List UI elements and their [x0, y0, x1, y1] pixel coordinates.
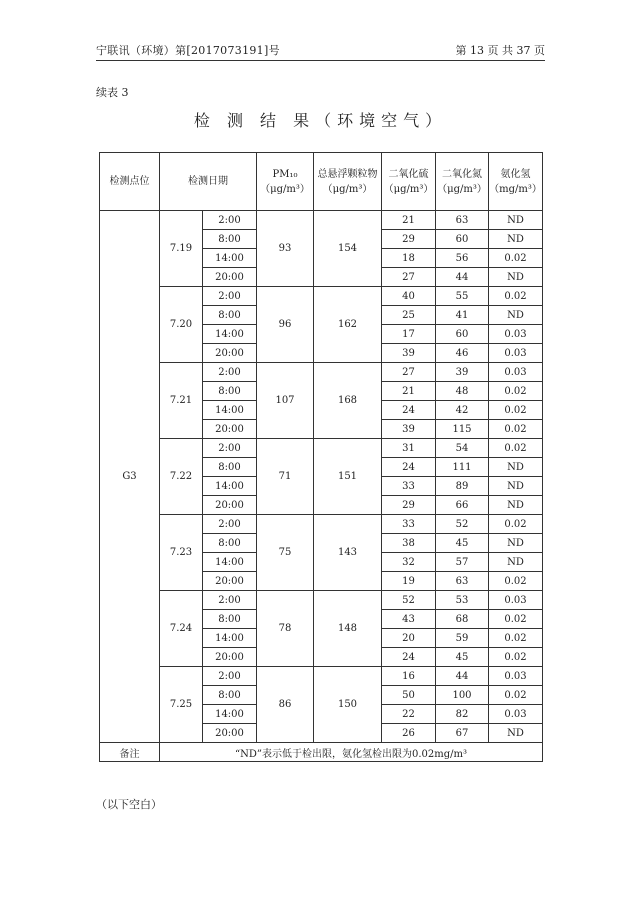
no2-cell: 48 [436, 382, 489, 401]
nh3-cell: 0.02 [489, 382, 543, 401]
no2-cell: 59 [436, 629, 489, 648]
results-body [100, 211, 543, 743]
so2-cell: 21 [382, 382, 436, 401]
nh3-cell: ND [489, 458, 543, 477]
note-label: 备注 [100, 743, 160, 762]
page-title: 检 测 结 果（环境空气） [193, 111, 448, 130]
pm-cell: 86 [257, 667, 314, 743]
pm-cell: 71 [257, 439, 314, 515]
time-cell: 20:00 [203, 268, 257, 287]
so2-cell: 27 [382, 268, 436, 287]
time-cell: 14:00 [203, 325, 257, 344]
time-cell: 8:00 [203, 686, 257, 705]
time-cell: 8:00 [203, 230, 257, 249]
no2-cell: 45 [436, 648, 489, 667]
so2-cell: 18 [382, 249, 436, 268]
time-cell: 2:00 [203, 667, 257, 686]
time-cell: 2:00 [203, 287, 257, 306]
nh3-cell: ND [489, 477, 543, 496]
time-cell: 2:00 [203, 515, 257, 534]
so2-cell: 39 [382, 420, 436, 439]
tsp-cell: 154 [314, 211, 382, 287]
so2-cell: 17 [382, 325, 436, 344]
col-header-point: 检测点位 [100, 153, 160, 211]
so2-cell: 32 [382, 553, 436, 572]
nh3-cell: 0.02 [489, 439, 543, 458]
no2-cell: 63 [436, 211, 489, 230]
nh3-cell: 0.02 [489, 629, 543, 648]
time-cell: 14:00 [203, 629, 257, 648]
nh3-cell: 0.02 [489, 287, 543, 306]
so2-cell: 24 [382, 648, 436, 667]
nh3-cell: 0.02 [489, 610, 543, 629]
no2-cell: 52 [436, 515, 489, 534]
time-cell: 14:00 [203, 249, 257, 268]
so2-cell: 21 [382, 211, 436, 230]
so2-cell: 27 [382, 363, 436, 382]
time-cell: 14:00 [203, 477, 257, 496]
nh3-cell: 0.02 [489, 249, 543, 268]
so2-cell: 40 [382, 287, 436, 306]
no2-cell: 89 [436, 477, 489, 496]
so2-cell: 20 [382, 629, 436, 648]
nh3-cell: ND [489, 724, 543, 743]
tsp-cell: 150 [314, 667, 382, 743]
no2-cell: 39 [436, 363, 489, 382]
so2-cell: 38 [382, 534, 436, 553]
nh3-cell: 0.03 [489, 344, 543, 363]
tsp-cell: 148 [314, 591, 382, 667]
page-indicator: 第 13 页 共 37 页 [455, 44, 545, 57]
time-cell: 20:00 [203, 572, 257, 591]
no2-cell: 111 [436, 458, 489, 477]
tsp-cell: 151 [314, 439, 382, 515]
nh3-cell: 0.03 [489, 325, 543, 344]
so2-cell: 50 [382, 686, 436, 705]
time-cell: 2:00 [203, 363, 257, 382]
date-cell: 7.21 [160, 363, 203, 439]
tsp-cell: 143 [314, 515, 382, 591]
col-header-tsp: 总悬浮颗粒物 （μg/m³） [314, 153, 382, 211]
no2-cell: 68 [436, 610, 489, 629]
so2-cell: 33 [382, 477, 436, 496]
date-cell: 7.23 [160, 515, 203, 591]
no2-cell: 60 [436, 230, 489, 249]
pm-cell: 93 [257, 211, 314, 287]
results-table [99, 152, 543, 762]
nh3-cell: ND [489, 268, 543, 287]
nh3-cell: 0.03 [489, 667, 543, 686]
pm-cell: 107 [257, 363, 314, 439]
header-divider [96, 60, 545, 61]
no2-cell: 55 [436, 287, 489, 306]
col-header-nh3: 氨化氢 （mg/m³） [489, 153, 543, 211]
date-cell: 7.20 [160, 287, 203, 363]
no2-cell: 44 [436, 268, 489, 287]
time-cell: 14:00 [203, 553, 257, 572]
table-row [100, 667, 543, 686]
nh3-cell: 0.02 [489, 572, 543, 591]
tsp-cell: 168 [314, 363, 382, 439]
no2-cell: 42 [436, 401, 489, 420]
table-row [100, 591, 543, 610]
time-cell: 2:00 [203, 439, 257, 458]
no2-cell: 82 [436, 705, 489, 724]
nh3-cell: 0.02 [489, 515, 543, 534]
table-row [100, 439, 543, 458]
col-header-date: 检测日期 [160, 153, 257, 211]
time-cell: 8:00 [203, 458, 257, 477]
time-cell: 20:00 [203, 496, 257, 515]
table-header-row [100, 153, 543, 211]
no2-cell: 60 [436, 325, 489, 344]
time-cell: 8:00 [203, 306, 257, 325]
nh3-cell: ND [489, 211, 543, 230]
no2-cell: 44 [436, 667, 489, 686]
time-cell: 20:00 [203, 344, 257, 363]
nh3-cell: 0.02 [489, 686, 543, 705]
no2-cell: 54 [436, 439, 489, 458]
so2-cell: 22 [382, 705, 436, 724]
time-cell: 20:00 [203, 724, 257, 743]
date-cell: 7.19 [160, 211, 203, 287]
so2-cell: 24 [382, 458, 436, 477]
time-cell: 2:00 [203, 591, 257, 610]
so2-cell: 26 [382, 724, 436, 743]
no2-cell: 63 [436, 572, 489, 591]
so2-cell: 39 [382, 344, 436, 363]
nh3-cell: 0.03 [489, 363, 543, 382]
so2-cell: 43 [382, 610, 436, 629]
col-header-so2: 二氧化硫 （μg/m³） [382, 153, 436, 211]
time-cell: 2:00 [203, 211, 257, 230]
time-cell: 14:00 [203, 401, 257, 420]
time-cell: 14:00 [203, 705, 257, 724]
report-number: 宁联讯（环境）第[2017073191]号 [96, 44, 280, 57]
so2-cell: 16 [382, 667, 436, 686]
so2-cell: 52 [382, 591, 436, 610]
nh3-cell: ND [489, 553, 543, 572]
no2-cell: 46 [436, 344, 489, 363]
nh3-cell: 0.03 [489, 705, 543, 724]
so2-cell: 31 [382, 439, 436, 458]
end-of-table-note: （以下空白） [96, 798, 162, 811]
nh3-cell: ND [489, 534, 543, 553]
pm-cell: 78 [257, 591, 314, 667]
so2-cell: 19 [382, 572, 436, 591]
nh3-cell: 0.02 [489, 648, 543, 667]
table-row [100, 287, 543, 306]
no2-cell: 100 [436, 686, 489, 705]
tsp-cell: 162 [314, 287, 382, 363]
time-cell: 20:00 [203, 648, 257, 667]
nh3-cell: 0.03 [489, 591, 543, 610]
no2-cell: 66 [436, 496, 489, 515]
note-text: “ND”表示低于检出限，氨化氢检出限为0.02mg/m³ [160, 743, 543, 762]
no2-cell: 45 [436, 534, 489, 553]
pm-cell: 96 [257, 287, 314, 363]
nh3-cell: 0.02 [489, 420, 543, 439]
table-row [100, 363, 543, 382]
time-cell: 20:00 [203, 420, 257, 439]
no2-cell: 53 [436, 591, 489, 610]
note-row [100, 743, 543, 762]
so2-cell: 29 [382, 496, 436, 515]
no2-cell: 56 [436, 249, 489, 268]
time-cell: 8:00 [203, 534, 257, 553]
table-row [100, 515, 543, 534]
date-cell: 7.25 [160, 667, 203, 743]
date-cell: 7.24 [160, 591, 203, 667]
date-cell: 7.22 [160, 439, 203, 515]
col-header-no2: 二氧化氮 （μg/m³） [436, 153, 489, 211]
time-cell: 8:00 [203, 610, 257, 629]
so2-cell: 29 [382, 230, 436, 249]
no2-cell: 57 [436, 553, 489, 572]
pm-cell: 75 [257, 515, 314, 591]
site-cell: G3 [100, 211, 160, 743]
table-row [100, 211, 543, 230]
no2-cell: 115 [436, 420, 489, 439]
nh3-cell: ND [489, 496, 543, 515]
so2-cell: 25 [382, 306, 436, 325]
so2-cell: 33 [382, 515, 436, 534]
col-header-pm: PM₁₀ （μg/m³） [257, 153, 314, 211]
time-cell: 8:00 [203, 382, 257, 401]
so2-cell: 24 [382, 401, 436, 420]
table-continuation-label: 续表 3 [96, 86, 129, 99]
no2-cell: 41 [436, 306, 489, 325]
nh3-cell: ND [489, 230, 543, 249]
nh3-cell: 0.02 [489, 401, 543, 420]
no2-cell: 67 [436, 724, 489, 743]
nh3-cell: ND [489, 306, 543, 325]
